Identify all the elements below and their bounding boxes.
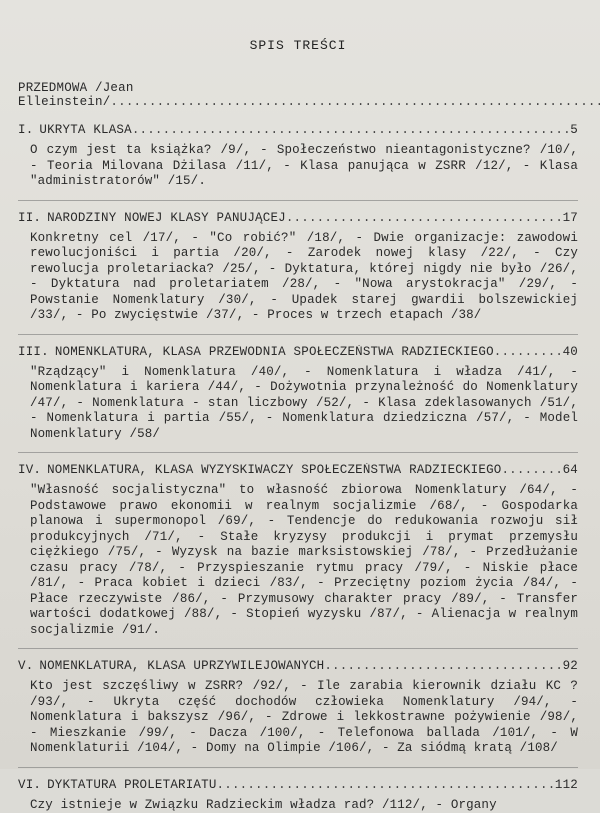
section-number: III.: [18, 345, 49, 359]
section-contents: "Własność socjalistyczna" to własność zbiorowa Nomenklatury /64/, - Podstawowe prawo ekonomii w realnym socjalizmie /68/, - Gospodarka planowa i supermonopol /69/, - Tendencje do redukowania rozwoju sił produkcyjnych /71/, - Stałe kryzysy produkcji i prymat przemysłu ciężkiego /75/, - Wyzysk na bazie marksistowskiej /78/, - Przedłużanie czasu pracy /78/, - Przyspieszanie rytmu pracy /79/, - Niskie płace /81/, - Praca kobiet i dzieci /83/, - Przeciętny poziom życia /84/, - Płace rzeczywiste /86/, - Przymusowy charakter pracy /89/, - Transfer wartości dodatkowej /88/, - Stopień wyzysku /87/, - Alienacja w realnym socjalizmie /91/.: [30, 483, 578, 638]
section-heading: [18, 463, 578, 477]
section-contents: Kto jest szczęśliwy w ZSRR? /92/, - Ile zarabia kierownik działu KC ? /93/, - Ukryta część dochodów człowieka Nomenklatury /94/, - Nomenklatura i bakszysz /96/, - Zdrowe i lekkostrawne pożywienie /98/, - Mieszkanie /99/, - Dacza /100/, - Telefonowa ballada /101/, - W Nomenklaturii /104/, - Domy na Olimpie /106/, - Za siódmą kratą /108/: [30, 679, 578, 757]
leader-dots: [494, 345, 561, 359]
section-contents: "Rządzący" i Nomenklatura /40/, - Nomenklatura i władza /41/, - Nomenklatura i kariera /44/, - Dożywotnia przynależność do Nomenklatury /47/, - Nomenklatura - stan liczbowy /52/, - Klasa zdeklasowanych /51/, - Nomenklatura i partia /55/, - Nomenklatura dziedziczna /57/, - Model Nomenklatury /58/: [30, 365, 578, 443]
section-divider: [18, 334, 578, 335]
section-contents: O czym jest ta książka? /9/, - Społeczeństwo nieantagonistyczne? /10/, - Teoria Milovana Dżilasa /11/, - Klasa panująca w ZSRR /12/, - Klasa "administratorów" /15/.: [30, 143, 578, 190]
section-title: DYKTATURA PROLETARIATU: [47, 778, 216, 792]
section-number: IV.: [18, 463, 41, 477]
section-contents: Konkretny cel /17/, - "Co robić?" /18/, - Dwie organizacje: zawodowi rewolucjoniści i partia /20/, - Zarodek nowej klasy /22/, - Czy rewolucja proletariacka? /25/, - Dyktatura, której nigdy nie było /26/, - Dyktatura nad proletariatem /28/, - "Nowa arystokracja" /29/, - Powstanie Nomenklatury /30/, - Upadek starej gwardii bolszewickiej /33/, - Po zwycięstwie /37/, - Proces w trzech etapach /38/: [30, 231, 578, 324]
toc-section: [18, 211, 578, 324]
leader-dots: [217, 778, 553, 792]
section-number: II.: [18, 211, 41, 225]
section-title: NOMENKLATURA, KLASA WYZYSKIWACZY SPOŁECZEŃSTWA RADZIECKIEGO: [47, 463, 501, 477]
toc-section: [18, 123, 578, 190]
preface-label: PRZEDMOWA /Jean Elleinstein/: [18, 81, 134, 109]
section-divider: [18, 767, 578, 768]
section-divider: [18, 648, 578, 649]
toc-section: [18, 659, 578, 757]
leader-dots: [110, 95, 600, 109]
section-title: NOMENKLATURA, KLASA UPRZYWILEJOWANYCH: [39, 659, 324, 673]
section-divider: [18, 452, 578, 453]
page-title: SPIS TREŚCI: [18, 38, 578, 53]
section-title: NARODZINY NOWEJ KLASY PANUJĄCEJ: [47, 211, 286, 225]
toc-section: [18, 778, 578, 813]
toc-sections: [18, 123, 578, 813]
section-contents: Czy istnieje w Związku Radzieckim władza rad? /112/, - Organy: [30, 798, 578, 813]
preface-entry: [18, 81, 578, 109]
section-heading: [18, 778, 578, 792]
section-heading: [18, 123, 578, 137]
toc-section: [18, 463, 578, 638]
section-page-number: 5: [570, 123, 578, 137]
leader-dots: [132, 123, 568, 137]
section-heading: [18, 211, 578, 225]
toc-section: [18, 345, 578, 443]
section-number: V.: [18, 659, 33, 673]
leader-dots: [286, 211, 561, 225]
leader-dots: [501, 463, 560, 477]
section-page-number: 17: [563, 211, 578, 225]
section-page-number: 112: [555, 778, 578, 792]
section-heading: [18, 345, 578, 359]
leader-dots: [324, 659, 560, 673]
section-number: VI.: [18, 778, 41, 792]
section-page-number: 92: [563, 659, 578, 673]
section-number: I.: [18, 123, 33, 137]
section-heading: [18, 659, 578, 673]
section-page-number: 64: [563, 463, 578, 477]
section-divider: [18, 200, 578, 201]
section-title: NOMENKLATURA, KLASA PRZEWODNIA SPOŁECZEŃSTWA RADZIECKIEGO: [55, 345, 494, 359]
section-title: UKRYTA KLASA: [39, 123, 131, 137]
section-page-number: 40: [563, 345, 578, 359]
